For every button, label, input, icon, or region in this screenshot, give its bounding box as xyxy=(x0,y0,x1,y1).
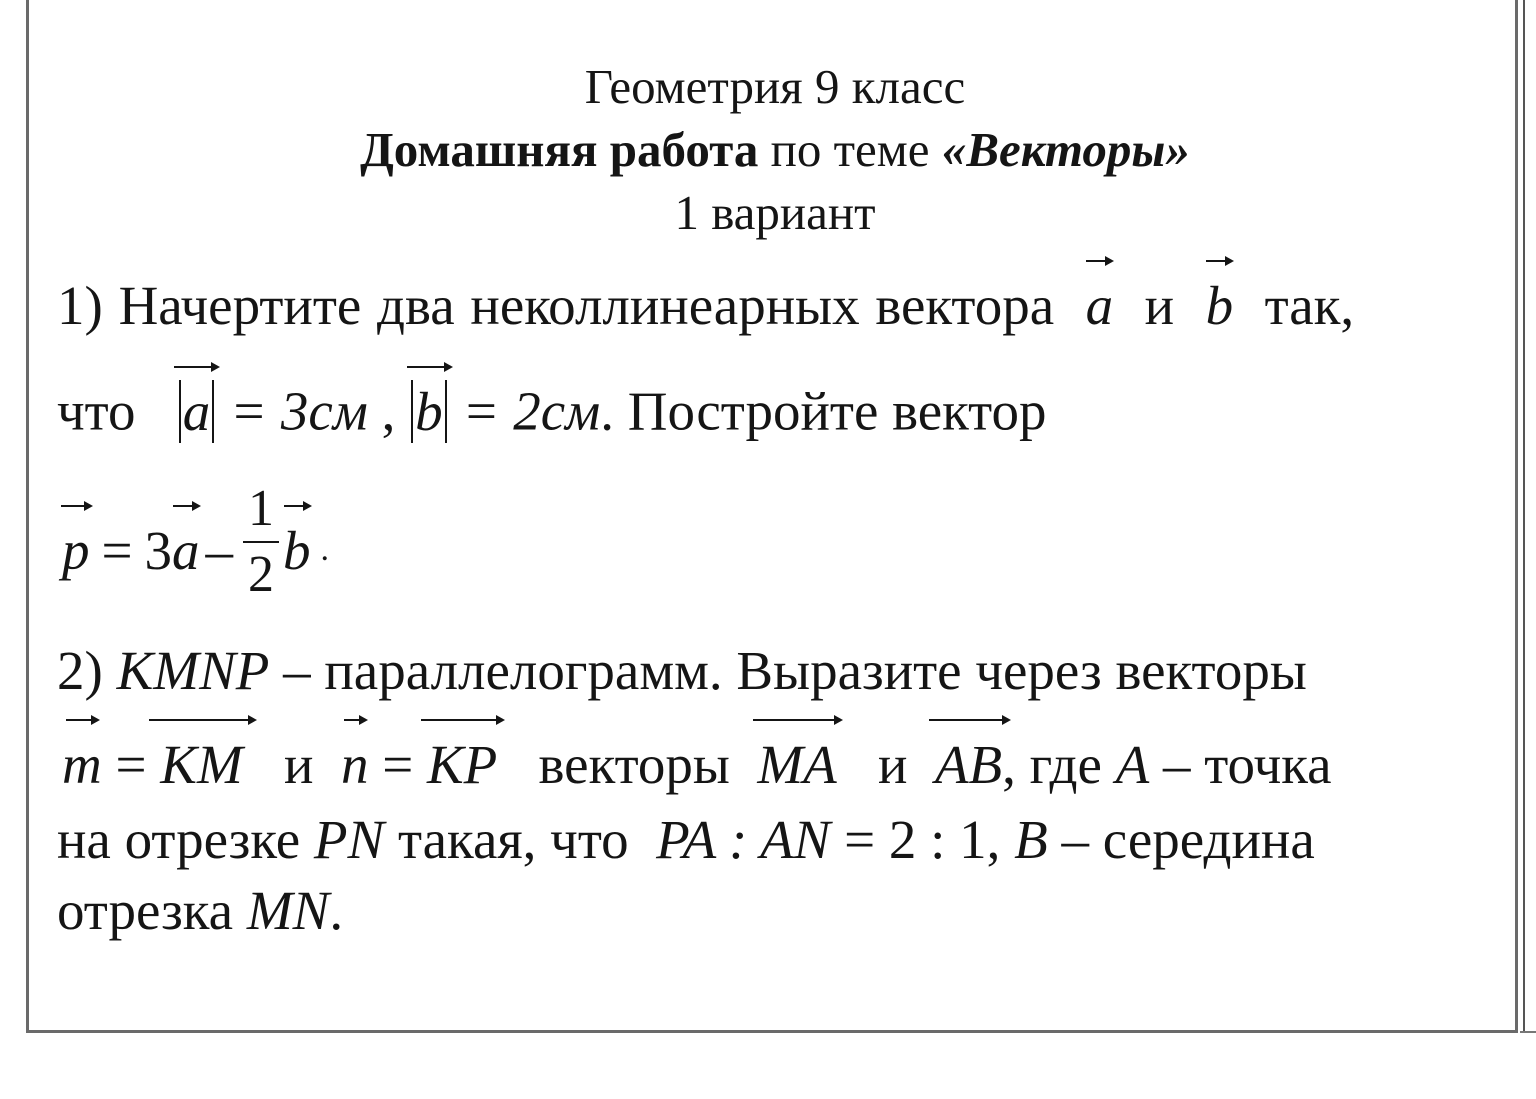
on-segment: на отрезке xyxy=(57,809,301,870)
vector-a-letter: a xyxy=(1085,275,1114,336)
vector-MA xyxy=(757,734,837,795)
problem1-number: 1) xyxy=(57,275,103,336)
vector-m xyxy=(62,734,102,795)
vector-a-letter: a xyxy=(182,380,211,442)
such-that: такая, что xyxy=(397,809,629,870)
vector-KM-letters: KM xyxy=(160,734,243,795)
vectors-word: векторы xyxy=(538,734,730,795)
vector-arrow-icon xyxy=(1206,260,1232,262)
ratio-value: = 2 : 1, xyxy=(844,809,1001,870)
homework-title xyxy=(0,122,1536,177)
vector-AB xyxy=(934,734,1003,795)
homework-label: Домашняя работа xyxy=(360,122,759,177)
line-end-period: . xyxy=(329,880,344,941)
formula-period: . xyxy=(320,531,330,568)
vector-arrow-icon xyxy=(344,719,366,721)
problem1-line2 xyxy=(57,380,1046,443)
ratio-PA-AN: PA : AN xyxy=(656,809,831,870)
abs-vector-b xyxy=(415,380,443,442)
vector-arrow-icon xyxy=(61,505,91,507)
vector-arrow-icon xyxy=(1086,260,1112,262)
vector-AB-letters: AB xyxy=(934,734,1003,795)
equals-sign: = xyxy=(101,519,133,581)
fraction-one-half xyxy=(243,480,279,603)
abs-vector-a xyxy=(182,380,211,442)
problem2-line3 xyxy=(57,809,1315,870)
vector-b xyxy=(283,519,311,581)
problem2-line1-rest: – параллелограмм. Выразите через векторы xyxy=(283,640,1307,701)
equals-sign: = xyxy=(115,734,147,795)
vector-a xyxy=(1085,275,1114,336)
vector-arrow-icon xyxy=(421,719,503,721)
problem2-line2 xyxy=(62,734,1332,795)
segment-PN: PN xyxy=(313,809,385,870)
subject-title xyxy=(0,59,1536,114)
figure-name: KMNP xyxy=(116,640,270,701)
vector-p-formula xyxy=(62,480,329,620)
and-word: и xyxy=(284,734,314,795)
abs-b-value: = 2см xyxy=(462,380,601,442)
and-word: и xyxy=(1144,275,1175,336)
homework-topic: «Векторы» xyxy=(941,122,1190,177)
vector-b-letter: b xyxy=(1205,275,1234,336)
vector-arrow-icon xyxy=(149,719,255,721)
vector-n-letter: n xyxy=(340,734,369,795)
variant-title xyxy=(0,185,1536,240)
problem1-text: Начертите два неколлинеарных вектора xyxy=(118,275,1055,336)
abs-bar-icon xyxy=(212,380,214,443)
minus-sign: – xyxy=(205,519,234,581)
vector-p xyxy=(62,519,90,581)
point-B: B xyxy=(1014,809,1048,870)
equals-sign: = xyxy=(382,734,414,795)
problem1-line1 xyxy=(57,275,1355,336)
fraction-numerator: 1 xyxy=(248,480,275,537)
abs-bar-icon xyxy=(179,380,181,443)
vector-arrow-icon xyxy=(174,366,218,368)
vector-KP-letters: KP xyxy=(426,734,498,795)
vector-m-letter: m xyxy=(62,734,102,795)
problem2-number: 2) xyxy=(57,640,103,701)
comma: , xyxy=(381,380,396,442)
and-word: и xyxy=(878,734,908,795)
vector-a-letter: a xyxy=(172,519,200,581)
vector-arrow-icon xyxy=(929,719,1009,721)
where-word: , где xyxy=(1002,734,1102,795)
that-word: что xyxy=(57,380,136,442)
problem1-line2-end: . Постройте вектор xyxy=(600,380,1047,442)
vector-arrow-icon xyxy=(407,366,451,368)
vector-arrow-icon xyxy=(753,719,841,721)
vector-b-letter: b xyxy=(283,519,311,581)
subject-line: Геометрия 9 класс xyxy=(584,59,966,114)
abs-bar-icon xyxy=(411,380,413,443)
vector-KP xyxy=(426,734,498,795)
point-A: A xyxy=(1115,734,1150,795)
vector-arrow-icon xyxy=(284,505,310,507)
abs-bar-icon xyxy=(445,380,447,443)
vector-arrow-icon xyxy=(173,505,199,507)
fraction-denominator: 2 xyxy=(248,546,275,603)
homework-mid: по теме xyxy=(758,122,942,177)
segment-MN: MN xyxy=(246,880,330,941)
variant-label: 1 вариант xyxy=(674,185,876,240)
segment-word: отрезка xyxy=(57,880,234,941)
vector-p-letter: p xyxy=(62,519,90,581)
coefficient-3: 3 xyxy=(144,519,173,581)
dash-point: – точка xyxy=(1162,734,1332,795)
vector-KM xyxy=(160,734,243,795)
vector-b xyxy=(1205,275,1234,336)
vector-a xyxy=(172,519,200,581)
midpoint-word: – середина xyxy=(1061,809,1315,870)
problem2-line1 xyxy=(57,640,1307,701)
problem1-line1-end: так, xyxy=(1264,275,1355,336)
frame-corner-tail xyxy=(1520,1031,1536,1033)
vector-n xyxy=(340,734,369,795)
vector-arrow-icon xyxy=(66,719,98,721)
problem2-line4 xyxy=(57,880,344,941)
vector-MA-letters: MA xyxy=(757,734,837,795)
vector-b-letter: b xyxy=(415,380,443,442)
abs-a-value: = 3см xyxy=(229,380,368,442)
